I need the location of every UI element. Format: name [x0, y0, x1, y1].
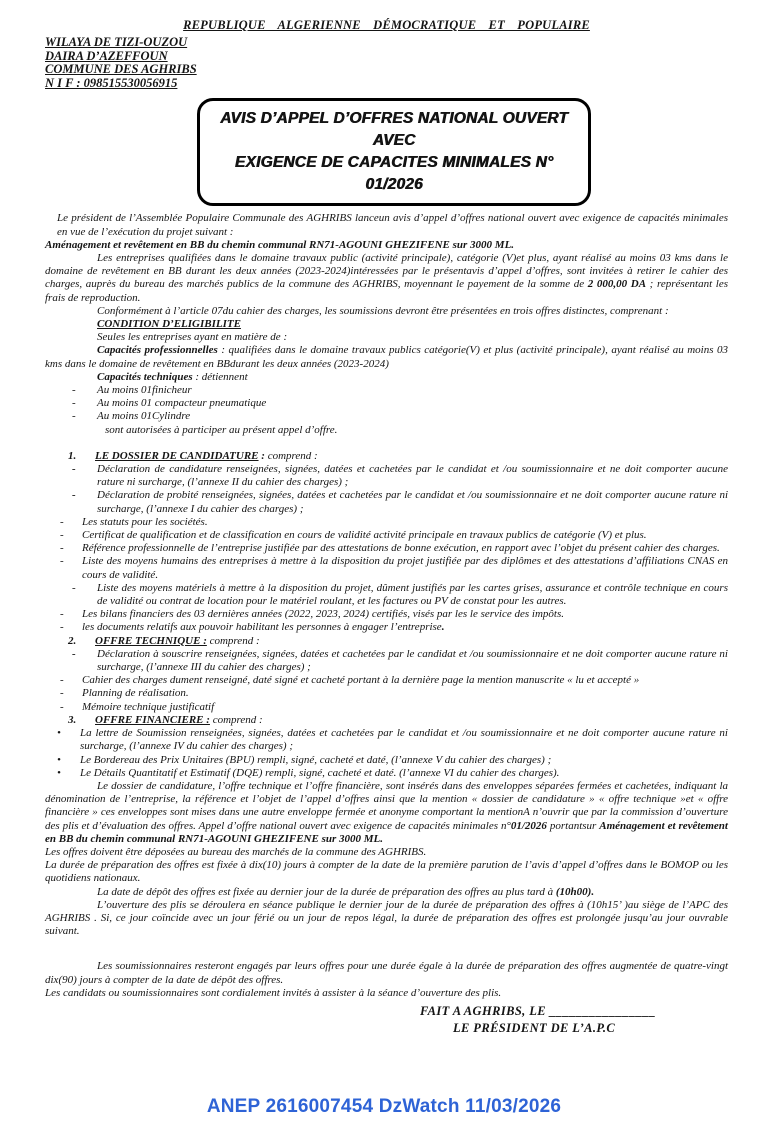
list-item-text: [95, 450, 728, 463]
list-item-text: [97, 582, 728, 608]
list-item-text: [82, 516, 728, 529]
dash-marker: -: [60, 608, 64, 621]
list-item: [45, 754, 728, 767]
list-item-text: [82, 529, 728, 542]
document-body: [45, 212, 728, 1000]
text-segment: LE DOSSIER DE CANDIDATURE: [95, 449, 259, 462]
paragraph: [45, 252, 728, 305]
paragraph: [97, 318, 728, 331]
text-segment: .: [441, 621, 445, 634]
paragraph: [45, 344, 728, 370]
text-segment: : détiennent: [192, 370, 248, 383]
paragraph: [45, 987, 728, 1000]
dash-marker: -: [60, 555, 64, 568]
text-segment: Capacités techniques: [97, 370, 193, 383]
list-item-text: [97, 648, 728, 674]
list-item: [45, 701, 728, 714]
signature-date-line: FAIT A AGHRIBS, LE ________________: [420, 1003, 656, 1018]
republic-header: REPUBLIQUE ALGERIENNE DÉMOCRATIQUE ET POPULAIRE: [183, 18, 590, 32]
authority-block: [45, 36, 197, 90]
dash-marker: -: [60, 542, 64, 555]
paragraph: [45, 859, 728, 885]
list-item-text: [80, 767, 728, 780]
list-item: [45, 410, 728, 423]
list-item: [45, 648, 728, 674]
list-item-text: [97, 463, 728, 489]
list-item-text: [80, 727, 728, 753]
number-marker: 2.: [68, 634, 77, 647]
text-segment: Le président de l’Assemblée Populaire Communale des AGHRIBS lanceun avis d’appel d’offres national ouvert avec exigence de capacités minimales en vue de l’exécution du projet suivant :: [57, 212, 728, 238]
text-segment: Le Bordereau des Prix Unitaires (BPU) rempli, signé, cacheté et daté, (l’annexe V du cahier des charges) ;: [80, 753, 552, 766]
text-segment: comprend :: [206, 634, 260, 647]
authority-daira: DAIRA D’AZEFFOUN: [45, 48, 168, 63]
number-marker: 1.: [68, 449, 77, 462]
text-segment: Référence professionnelle de l’entreprise justifiée par des attestations de bonne exécution, en rapport avec l’objet du présent cahier des charges.: [82, 542, 720, 555]
list-item: [45, 767, 728, 780]
text-segment: Au moins 01Cylindre: [97, 410, 191, 423]
notice-title-line2: EXIGENCE DE CAPACITES MINIMALES N° 01/2026: [234, 154, 554, 194]
text-segment: Cahier des charges dument renseigné, daté signé et cacheté portant à la dernière page la mention manuscrite « lu et accepté »: [82, 674, 640, 687]
list-item: [45, 450, 728, 463]
text-segment: 01/2026: [510, 819, 547, 832]
text-segment: comprend :: [267, 449, 318, 462]
text-segment: Les offres doivent être déposées au bureau des marchés de la commune des AGHRIBS.: [45, 845, 427, 858]
text-segment: Capacités professionnelles: [97, 344, 218, 357]
text-segment: La date de dépôt des offres est fixée au dernier jour de la durée de préparation des offres au plus tard à: [97, 885, 556, 898]
bullet-marker: •: [57, 766, 61, 779]
list-item: [45, 582, 728, 608]
text-segment: Le dossier de candidature, l’offre technique et l’offre financière, sont insérés dans des enveloppes séparées fermées et cachetées, indiquant la dénomination de l’entreprise, la référence et l’objet de l’appel d’offres ainsi que la mention « dossier de candidature » « offre technique »et « offre financière » ces enveloppes sont mises dans une autre enveloppe fermée et anonyme comportant la mentionA n’ouvrir que par la commission d’ouverture des plis et d’évaluation des offres. Appel d’offre national ouvert avec exigence de capacités minimales n°: [45, 779, 728, 832]
notice-title-box: [197, 98, 591, 206]
list-item: [45, 608, 728, 621]
text-segment: Mémoire technique justificatif: [82, 700, 215, 713]
dash-marker: -: [72, 489, 76, 502]
dash-marker: -: [60, 674, 64, 687]
list-item: [45, 687, 728, 700]
text-segment: Les statuts pour les sociétés.: [82, 515, 208, 528]
list-item-text: [95, 714, 728, 727]
text-segment: La durée de préparation des offres est fixée à dix(10) jours à compter de la date de la première parution de l’avis d’appel d’offres dans le BOMOP ou les quotidiens nationaux.: [45, 859, 728, 885]
paragraph: [45, 899, 728, 939]
list-item: [45, 727, 728, 753]
paragraph: [45, 846, 728, 859]
list-item: [45, 397, 728, 410]
text-segment: Liste des moyens matériels à mettre à la disposition du projet, dûment justifiés par les cartes grises, assurance et contrôle technique en cours de validité ou contrat de location pour le matériel roulant, et les factures ou PV de constat pour les autres.: [97, 581, 728, 608]
text-segment: ; représentant les frais de reproduction.: [45, 278, 728, 304]
list-item-text: [82, 687, 728, 700]
list-item-text: [82, 701, 728, 714]
list-item: [45, 516, 728, 529]
dash-marker: -: [72, 581, 76, 594]
signature-president-line: LE PRÉSIDENT DE L’A.P.C: [453, 1020, 616, 1035]
authority-wilaya: WILAYA DE TIZI-OUZOU: [45, 35, 188, 49]
dash-marker: -: [72, 397, 76, 410]
paragraph: [45, 780, 728, 846]
list-item: [45, 635, 728, 648]
list-item-text: [82, 674, 728, 687]
text-segment: L’ouverture des plis se déroulera en séance publique le dernier jour de la durée de préparation des offres à (10h15’ )au siège de l’APC des AGHRIBS . Si, ce jour coïncide avec un jour férié ou un jour de repos légal, la durée de préparation des offres est prolongée jusqu’au jour ouvrable suivant.: [45, 898, 728, 938]
text-segment: Aménagement et revêtement en BB du chemin communal RN71-AGOUNI GHEZIFENE sur 3000 ML.: [45, 238, 515, 251]
list-item-text: [80, 754, 728, 767]
text-segment: les documents relatifs aux pouvoir habilitant les personnes à engager l’entreprise: [82, 621, 442, 634]
list-item-text: [97, 489, 728, 515]
text-segment: La lettre de Soumission renseignées, signées, datées et cachetées par le candidat et /ou soumissionnaire et ne doit comporter aucune rature ni surcharge, (l’annexe IV du cahier des charges) ;: [80, 727, 728, 753]
text-segment: (10h00).: [555, 885, 595, 898]
text-segment: portantsur: [546, 819, 600, 832]
text-segment: Liste des moyens humains des entreprises à mettre à la disposition du projet justifiée par des diplômes et des attestations d’affiliations CNAS en cours de validité.: [82, 555, 728, 581]
list-item: [45, 555, 728, 581]
text-segment: Déclaration de probité renseignées, signées, datées et cachetées par le candidat et /ou soumissionnaire et ne doit comporter aucune rature ni surcharge, (l’annexe I du cahier des charges) ;: [97, 489, 728, 515]
list-item-text: [82, 608, 728, 621]
authority-commune: COMMUNE DES AGHRIBS: [45, 62, 197, 77]
dash-marker: -: [72, 647, 76, 660]
list-item-text: [97, 384, 728, 397]
notice-title-line1: AVIS D’APPEL D’OFFRES NATIONAL OUVERT AVEC: [220, 110, 568, 150]
list-item-text: [82, 621, 728, 634]
text-segment: Déclaration de candidature renseignées, signées, datées et cachetées par le candidat et /ou soumissionnaire et ne doit comporter aucune rature ni surcharge, (l’annexe II du cahier des charges) ;: [97, 463, 728, 489]
text-segment: sont autorisées à participer au présent appel d’offre.: [105, 423, 338, 436]
paragraph: [45, 960, 728, 986]
paragraph: [97, 371, 728, 384]
dash-marker: -: [60, 529, 64, 542]
bullet-marker: •: [57, 753, 61, 766]
list-item-text: [95, 635, 728, 648]
list-item: [45, 489, 728, 515]
text-segment: Les bilans financiers des 03 dernières années (2022, 2023, 2024) certifiés, visés par les le service des impôts.: [82, 608, 564, 621]
list-item: [45, 674, 728, 687]
dash-marker: -: [60, 621, 64, 634]
authority-nif: N I F : 098515530056915: [45, 75, 178, 90]
text-segment: : qualifiées dans le domaine travaux publics catégorie(V) et plus (activité principale), ayant réalisé au moins 03 kms dans le domaine de revêtement en BBdurant les deux années (2023-2024): [45, 344, 728, 370]
paragraph: [45, 886, 728, 899]
dash-marker: -: [72, 463, 76, 476]
dash-marker: -: [72, 410, 76, 423]
signature-block: [45, 1003, 728, 1037]
text-segment: Les candidats ou soumissionnaires sont cordialement invités à assister à la séance d’ouverture des plis.: [45, 986, 502, 999]
text-segment: CONDITION D’ELIGIBILITE: [97, 318, 241, 330]
text-segment: Au moins 01finicheur: [97, 384, 192, 397]
text-segment: Au moins 01 compacteur pneumatique: [97, 397, 267, 410]
text-segment: Aménagement et revêtement en BB du chemin communal RN71-AGOUNI GHEZIFENE sur 3000 ML.: [45, 819, 728, 845]
list-item: [45, 621, 728, 634]
text-segment: Certificat de qualification et de classification en cours de validité activité principale en travaux publics de catégorie (V) et plus.: [82, 529, 647, 542]
text-segment: Déclaration à souscrire renseignées, signées, datées et cachetées par le candidat et /ou soumissionnaire et ne doit comporter aucune rature ni surcharge, (l’annexe III du cahier des charges) ;: [97, 647, 728, 674]
list-item: [45, 529, 728, 542]
list-item: [45, 384, 728, 397]
text-segment: 2 000,00 DA: [587, 278, 647, 291]
bullet-marker: •: [57, 727, 61, 740]
list-item-text: [82, 555, 728, 581]
text-segment: Planning de réalisation.: [82, 687, 189, 700]
paragraph: [45, 305, 728, 318]
list-item: [45, 463, 728, 489]
text-segment: Seules les entreprises ayant en matière de :: [97, 331, 288, 344]
text-segment: OFFRE FINANCIERE :: [95, 713, 210, 726]
list-item-text: [82, 542, 728, 555]
dash-marker: -: [60, 700, 64, 713]
text-segment: Le Détails Quantitatif et Estimatif (DQE) rempli, signé, cacheté et daté. (l’annexe VI du cahier des charges).: [80, 766, 560, 779]
dash-marker: -: [60, 687, 64, 700]
anep-footer: ANEP 2616007454 DzWatch 11/03/2026: [206, 1096, 562, 1117]
text-segment: Conformément à l’article 07du cahier des charges, les soumissions devront être présentées en trois offres distinctes, comprenant :: [97, 304, 669, 317]
paragraph: [57, 212, 728, 238]
list-item-text: [97, 410, 728, 423]
text-segment: :: [258, 449, 268, 462]
text-segment: OFFRE TECHNIQUE :: [95, 634, 207, 647]
text-segment: Les entreprises qualifiées dans le domaine travaux public (activité principale), catégorie (V)et plus, ayant réalisé au moins 03 kms dans le domaine de revêtement en BB durant les deux années (2023-2024)intéressées par le présentavis d’appel d’offres, sont invitées à retirer le cahier des charges, auprès du bureau des marchés publics de la commune des AGHRIBS, moyennant le payement de la somme de: [45, 251, 728, 291]
list-item: [45, 714, 728, 727]
list-item: [45, 542, 728, 555]
list-item-text: [97, 397, 728, 410]
number-marker: 3.: [68, 713, 77, 726]
dash-marker: -: [60, 515, 64, 528]
paragraph: [105, 424, 728, 437]
text-segment: Les soumissionnaires resteront engagés par leurs offres pour une durée égale à la durée de préparation des offres augmentée de quatre-vingt dix(90) jours à compter de la date de dépôt des offres.: [45, 960, 728, 986]
text-segment: comprend :: [209, 713, 263, 726]
paragraph: [45, 239, 728, 252]
dash-marker: -: [72, 384, 76, 397]
paragraph: [97, 331, 728, 344]
